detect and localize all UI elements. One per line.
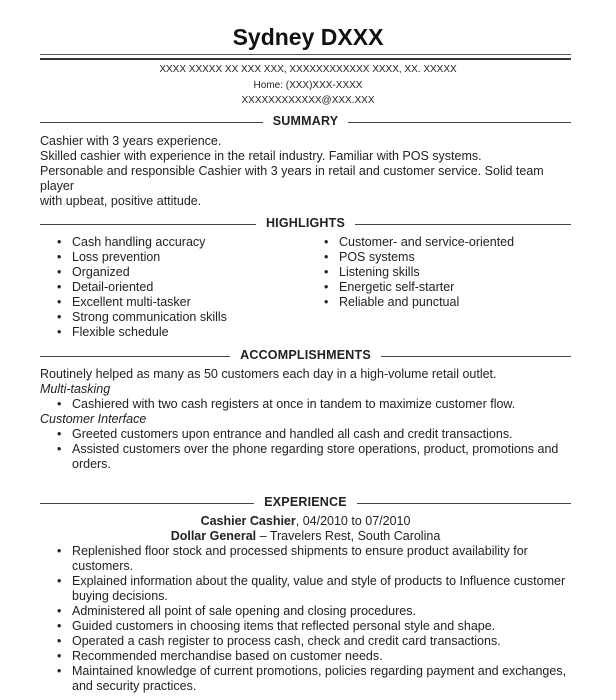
list-item: • Listening skills	[307, 265, 571, 280]
summary-line: Skilled cashier with experience in the retail industry. Familiar with POS systems.	[40, 149, 482, 163]
summary-heading	[40, 114, 571, 130]
accomplishment-intro: Routinely helped as many as 50 customers each day in a high-volume retail outlet.	[40, 367, 497, 381]
list-item: • Organized	[40, 265, 300, 280]
list-item-line: Recommended merchandise based on customer needs.	[72, 649, 383, 663]
contact-address: XXXX XXXXX XX XXX XXX, XXXXXXXXXXXX XXXX, XX. XXXXX	[159, 64, 457, 75]
summary-text	[40, 134, 580, 209]
list-item	[40, 574, 580, 604]
highlights-heading	[40, 216, 571, 232]
summary-title: SUMMARY	[263, 114, 349, 128]
list-item	[40, 544, 580, 574]
list-item	[40, 619, 580, 634]
list-item: • Customer- and service-oriented	[307, 235, 571, 250]
company-name: Dollar General	[170, 529, 257, 543]
list-item: • Flexible schedule	[40, 325, 300, 340]
list-item-line: Assisted customers over the phone regarding store operations, product, promotions and	[72, 442, 559, 456]
accomplishment-group-label: Multi-tasking	[40, 382, 111, 396]
experience-title: EXPERIENCE	[254, 495, 357, 509]
list-item: • Greeted customers upon entrance and handled all cash and credit transactions.	[40, 427, 580, 442]
job-title-line	[40, 514, 571, 529]
list-item: • Loss prevention	[40, 250, 300, 265]
accomplishments-heading	[40, 348, 571, 364]
list-item: • Detail-oriented	[40, 280, 300, 295]
company-line	[40, 529, 571, 544]
experience-heading	[40, 495, 571, 511]
list-item-line: Maintained knowledge of current promotions, policies regarding payment and exchanges,	[72, 664, 567, 678]
summary-line: Cashier with 3 years experience.	[40, 134, 222, 148]
accomplishments-body	[40, 367, 580, 472]
contact-email: XXXXXXXXXXXX@XXX.XXX	[241, 95, 375, 106]
header-divider-thin	[40, 54, 571, 55]
experience-list	[40, 544, 580, 694]
list-item-line: Administered all point of sale opening and closing procedures.	[72, 604, 416, 618]
list-item: • Cash handling accuracy	[40, 235, 300, 250]
job-title: Cashier Cashier	[200, 514, 296, 528]
summary-line: with upbeat, positive attitude.	[40, 194, 202, 208]
resume-name: Sydney DXXX	[232, 24, 384, 50]
list-item-line: Guided customers in choosing items that reflected personal style and shape.	[72, 619, 496, 633]
accomplishments-title: ACCOMPLISHMENTS	[230, 348, 381, 362]
list-item	[40, 442, 580, 472]
list-item-line: Explained information about the quality, value and style of products to Influence customer	[72, 574, 566, 588]
list-item: • Excellent multi-tasker	[40, 295, 300, 310]
list-item: • POS systems	[307, 250, 571, 265]
list-item-line: buying decisions.	[72, 589, 168, 603]
highlights-left-list	[40, 235, 300, 340]
list-item: • Reliable and punctual	[307, 295, 571, 310]
list-item: • Strong communication skills	[40, 310, 300, 325]
list-item	[40, 634, 580, 649]
list-item: • Energetic self-starter	[307, 280, 571, 295]
list-item: • Cashiered with two cash registers at once in tandem to maximize customer flow.	[40, 397, 580, 412]
header-divider-thick	[40, 58, 571, 60]
list-item-line: and security practices.	[72, 679, 197, 693]
list-item-line: orders.	[72, 457, 111, 471]
highlights-right-list	[307, 235, 571, 310]
accomplishment-group-label: Customer Interface	[40, 412, 147, 426]
list-item-line: customers.	[72, 559, 134, 573]
company-location: – Travelers Rest, South Carolina	[256, 529, 441, 543]
highlights-title: HIGHLIGHTS	[256, 216, 355, 230]
job-dates: , 04/2010 to 07/2010	[295, 514, 411, 528]
list-item	[40, 649, 580, 664]
summary-line: Personable and responsible Cashier with 3 years in retail and customer service. Solid team player	[40, 164, 544, 193]
contact-phone: Home: (XXX)XXX-XXXX	[253, 80, 363, 91]
list-item	[40, 604, 580, 619]
list-item	[40, 664, 580, 694]
list-item-line: Replenished floor stock and processed shipments to ensure product availability for	[72, 544, 528, 558]
list-item-line: Operated a cash register to process cash, check and credit card transactions.	[72, 634, 501, 648]
